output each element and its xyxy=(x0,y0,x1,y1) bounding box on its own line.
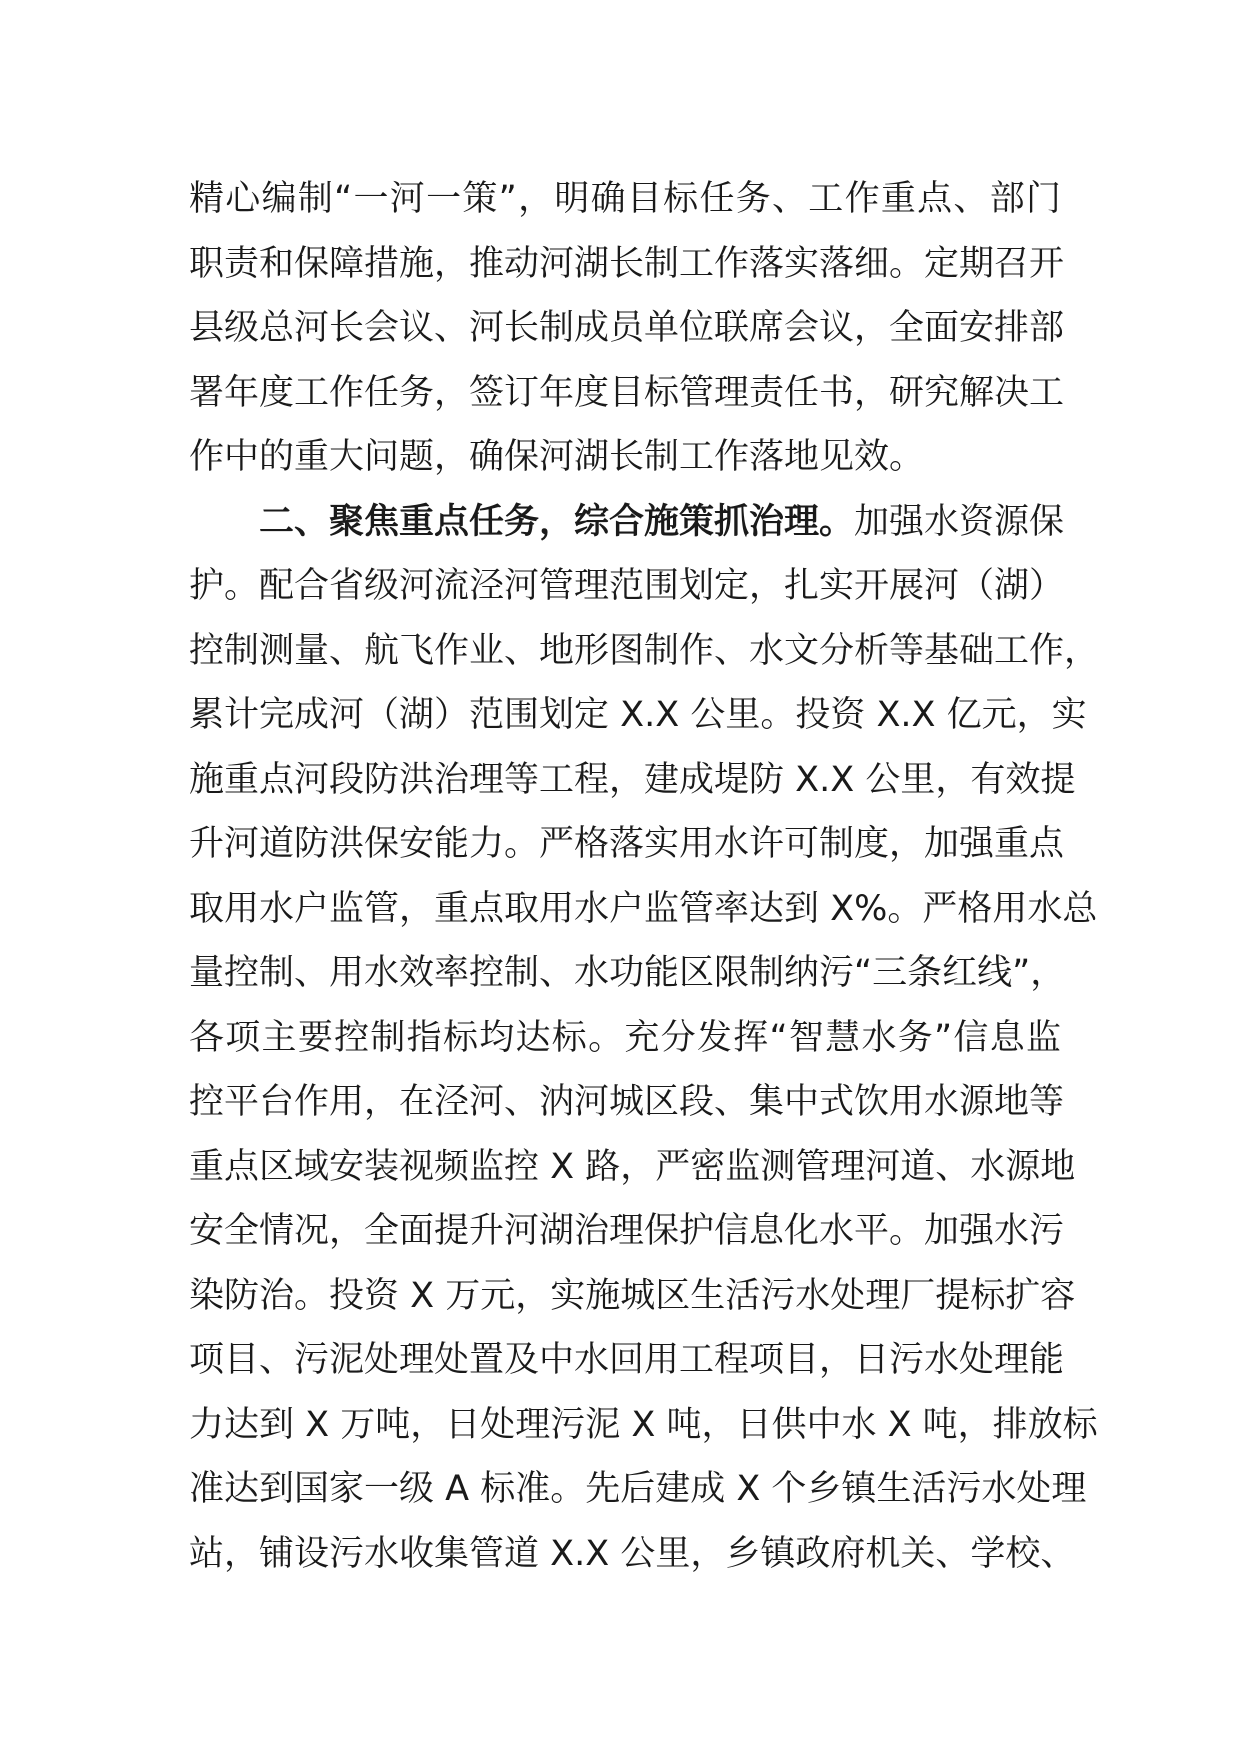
text-line: 染防治。投资 X 万元，实施城区生活污水处理厂提标扩容 xyxy=(189,1275,1076,1316)
text-line: 各项主要控制指标均达标。充分发挥“智慧水务”信息监 xyxy=(189,1017,1061,1058)
text-line: 职责和保障措施，推动河湖长制工作落实落细。定期召开 xyxy=(189,243,1065,284)
text-line: 准达到国家一级 A 标准。先后建成 X 个乡镇生活污水处理 xyxy=(189,1469,1087,1509)
text-line: 控平台作用，在泾河、汭河城区段、集中式饮用水源地等 xyxy=(189,1082,1065,1122)
text-line: 力达到 X 万吨，日处理污泥 X 吨，日供中水 X 吨，排放标 xyxy=(189,1404,1098,1445)
text-line: 取用水户监管，重点取用水户监管率达到 X%。严格用水总 xyxy=(189,888,1098,929)
text-line: 作中的重大问题，确保河湖长制工作落地见效。 xyxy=(189,437,925,477)
text-line: 署年度工作任务，签订年度目标管理责任书，研究解决工 xyxy=(189,372,1065,413)
text-line: 县级总河长会议、河长制成员单位联席会议，全面安排部 xyxy=(189,308,1065,348)
section-heading-continuation: 加强水资源保 xyxy=(854,501,1065,542)
text-line: 施重点河段防洪治理等工程，建成堤防 X.X 公里，有效提 xyxy=(189,759,1076,800)
text-line: 升河道防洪保安能力。严格落实用水许可制度，加强重点 xyxy=(189,824,1065,864)
text-line: 安全情况，全面提升河湖治理保护信息化水平。加强水污 xyxy=(189,1211,1065,1251)
text-line: 累计完成河（湖）范围划定 X.X 公里。投资 X.X 亿元，实 xyxy=(189,695,1087,735)
text-line: 站，铺设污水收集管道 X.X 公里，乡镇政府机关、学校、 xyxy=(189,1533,1076,1574)
body-text xyxy=(189,167,1100,1586)
text-line: 量控制、用水效率控制、水功能区限制纳污“三条红线”， xyxy=(189,953,1066,993)
section-heading-line xyxy=(189,490,1065,555)
text-line: 重点区域安装视频监控 X 路，严密监测管理河道、水源地 xyxy=(189,1146,1076,1187)
section-heading: 二、聚焦重点任务，综合施策抓治理。 xyxy=(259,501,855,542)
text-line: 项目、污泥处理处置及中水回用工程项目，日污水处理能 xyxy=(189,1340,1065,1380)
text-line: 护。配合省级河流泾河管理范围划定，扎实开展河（湖） xyxy=(189,566,1065,606)
text-line: 精心编制“一河一策”，明确目标任务、工作重点、部门 xyxy=(189,179,1061,219)
text-line: 控制测量、航飞作业、地形图制作、水文分析等基础工作， xyxy=(189,630,1100,671)
